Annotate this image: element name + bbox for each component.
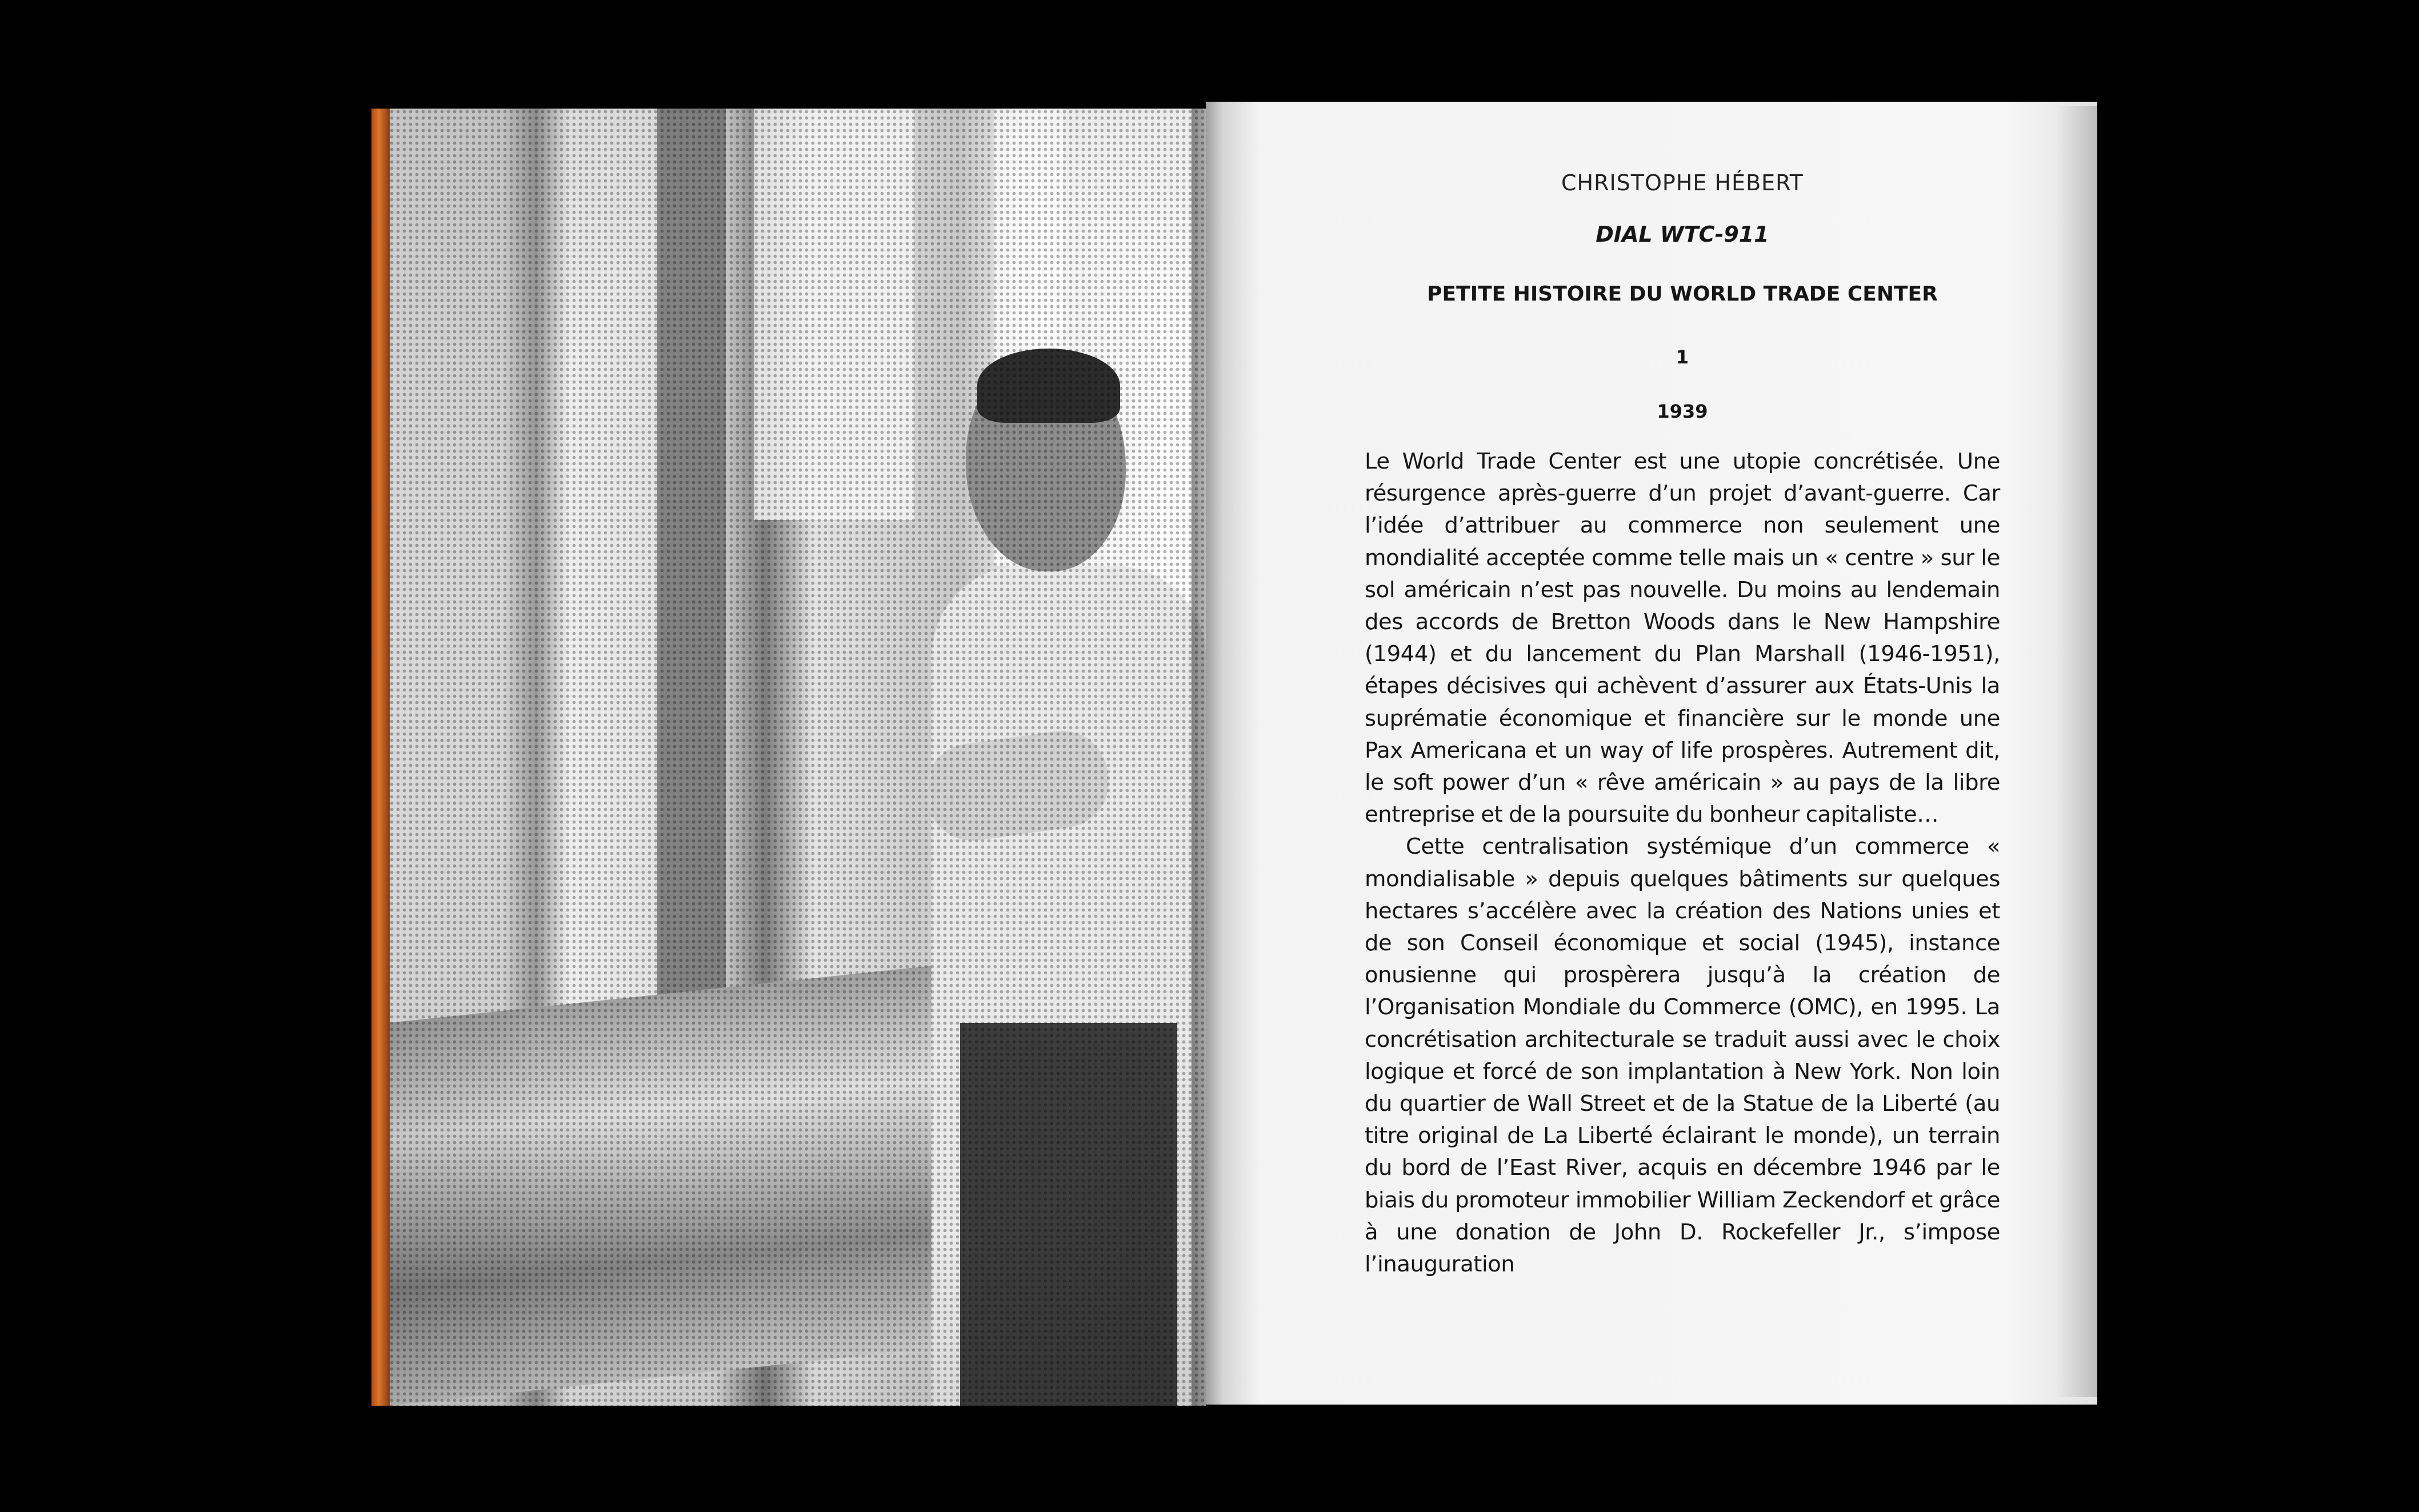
book-subtitle: PETITE HISTOIRE DU WORLD TRADE CENTER (1427, 282, 1938, 306)
book-gutter-shadow (1191, 100, 1260, 1409)
page-text-block (1365, 166, 2000, 1281)
paragraph-1: Le World Trade Center est une utopie concrétisée. Une résurgence après-guerre d’un projet d’avant-guerre. Car l’idée d’attribuer au commerce non seulement une mondialité acceptée comme telle mais un « centre » sur le sol américain n’est pas nouvelle. Du moins au lendemain des accords de Bretton Woods dans le New Hampshire (1944) et du lancement du Plan Marshall (1946-1951), étapes décisives qui achèvent d’assurer aux États-Unis la suprématie économique et financière sur le monde une Pax Americana et un way of life prospères. Autrement dit, le soft power d’un « rêve américain » au pays de la libre entreprise et de la poursuite du bonheur capitaliste… (1365, 449, 2000, 828)
left-page (371, 109, 1206, 1406)
chapter-number: 1 (1676, 346, 1689, 368)
orange-page-edge (371, 109, 390, 1406)
author-name: CHRISTOPHE HÉBERT (1561, 170, 1804, 195)
photo-vignette (389, 109, 1206, 1406)
book-title: DIAL WTC-911 (1596, 222, 1769, 247)
halftone-photograph (389, 109, 1206, 1406)
chapter-year: 1939 (1657, 401, 1708, 422)
paragraph-2: Cette centralisation systémique d’un commerce « mondialisable » depuis quelques bâtiments sur quelques hectares s’accélère avec la création des Nations unies et de son Conseil économique et social (1945), instance onusienne qui prospèrera jusqu’à la création de l’Organisation Mondiale du Commerce (OMC), en 1995. La concrétisation architecturale se traduit aussi avec le choix logique et forcé de son implantation à New York. Non loin du quartier de Wall Street et de la Statue de la Liberté (au titre original de La Liberté éclairant le monde), un terrain du bord de l’East River, acquis en décembre 1946 par le biais du promoteur immobilier William Zeckendorf et grâce à une donation de John D. Rockefeller Jr., s’impose l’inauguration (1365, 834, 2000, 1278)
right-page-edge (2057, 106, 2097, 1397)
